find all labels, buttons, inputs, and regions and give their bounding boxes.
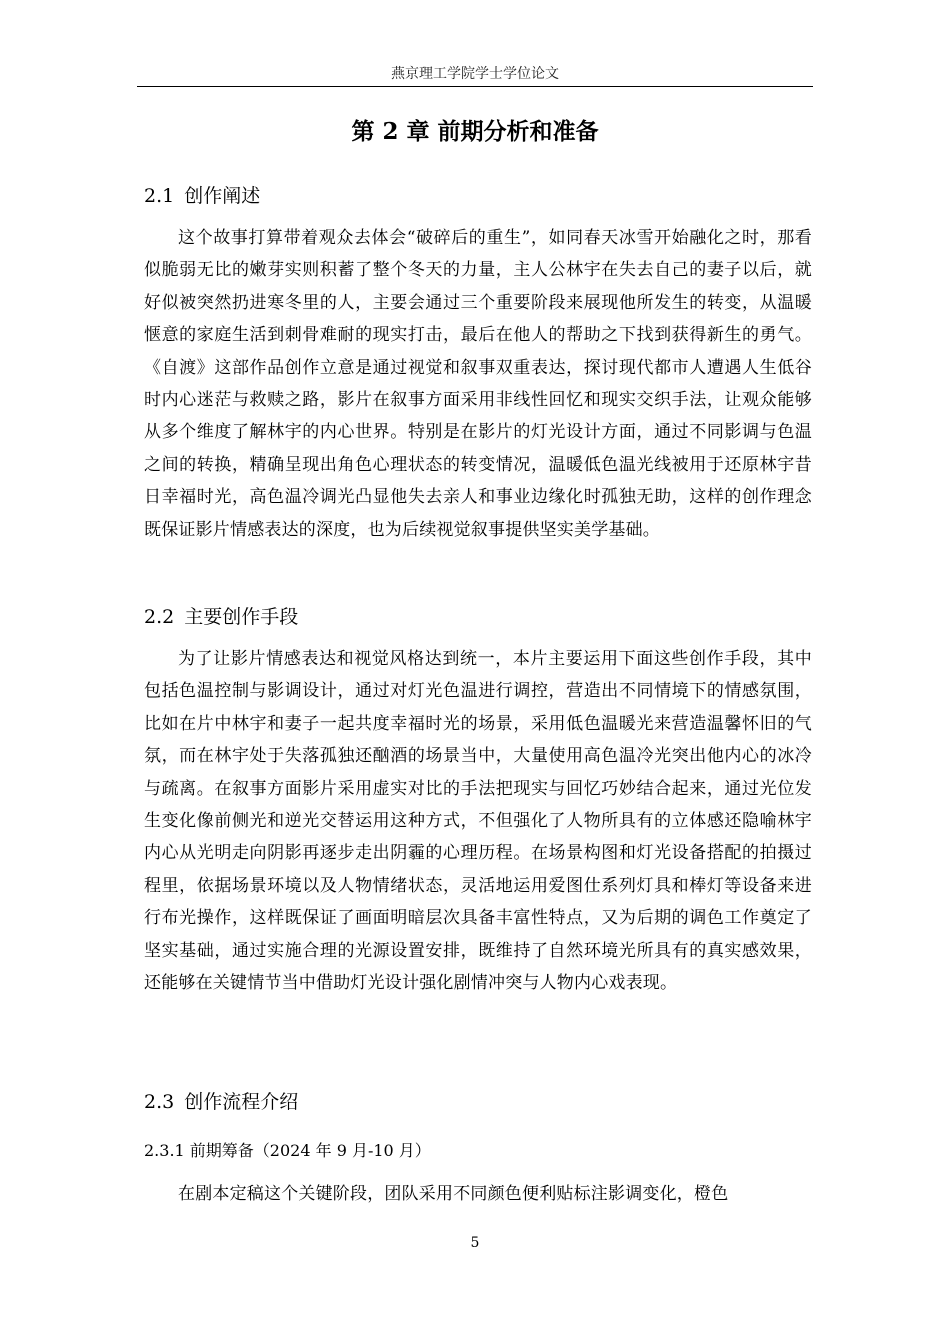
subsection-heading-2-3-1: 2.3.1 前期筹备（2024 年 9 月-10 月）: [144, 1141, 431, 1160]
section-paragraph-2-2: 为了让影片情感表达和视觉风格达到统一，本片主要运用下面这些创作手段，其中包括色温控制与影调设计，通过对灯光色温进行调控，营造出不同情境下的情感氛围，比如在片中林宇和妻子一起共度幸福时光的场景，采用低色温暖光来营造温馨怀旧的气氛，而在林宇处于失落孤独还酗酒的场景当中，大量使用高色温冷光突出他内心的冰冷与疏离。在叙事方面影片采用虚实对比的手法把现实与回忆巧妙结合起来，通过光位发生变化像前侧光和逆光交替运用这种方式，不但强化了人物所具有的立体感还隐喻林宇内心从光明走向阴影再逐步走出阴霾的心理历程。在场景构图和灯光设备搭配的拍摄过程里，依据场景环境以及人物情绪状态，灵活地运用爱图仕系列灯具和棒灯等设备来进行布光操作，这样既保证了画面明暗层次具备丰富性特点，又为后期的调色工作奠定了坚实基础，通过实施合理的光源设置安排，既维持了自然环境光所具有的真实感效果，还能够在关键情节当中借助灯光设计强化剧情冲突与人物内心戏表现。: [144, 649, 812, 994]
section-heading-2-1: [144, 182, 260, 210]
page-header: 燕京理工学院学士学位论文: [391, 66, 559, 82]
section-heading-2-3: [144, 1088, 298, 1116]
section-title: 创作流程介绍: [184, 1091, 299, 1113]
section-title: 创作阐述: [184, 185, 261, 207]
section-heading-2-2: [144, 603, 298, 631]
section-number: 2.1: [144, 185, 175, 207]
section-title: 主要创作手段: [184, 606, 299, 628]
page-number: 5: [470, 1235, 480, 1251]
chapter-title: 第 2 章 前期分析和准备: [351, 118, 599, 145]
section-paragraph-2-1: 这个故事打算带着观众去体会“破碎后的重生”，如同春天冰雪开始融化之时，那看似脆弱无比的嫩芽实则积蓄了整个冬天的力量，主人公林宇在失去自己的妻子以后，就好似被突然扔进寒冬里的人，主要会通过三个重要阶段来展现他所发生的转变，从温暖惬意的家庭生活到刺骨难耐的现实打击，最后在他人的帮助之下找到获得新生的勇气。《自渡》这部作品创作立意是通过视觉和叙事双重表达，探讨现代都市人遭遇人生低谷时内心迷茫与救赎之路，影片在叙事方面采用非线性回忆和现实交织手法，让观众能够从多个维度了解林宇的内心世界。特别是在影片的灯光设计方面，通过不同影调与色温之间的转换，精确呈现出角色心理状态的转变情况，温暖低色温光线被用于还原林宇昔日幸福时光，高色温冷调光凸显他失去亲人和事业边缘化时孤独无助，这样的创作理念既保证影片情感表达的深度，也为后续视觉叙事提供坚实美学基础。: [144, 228, 812, 540]
header-divider: [137, 86, 813, 87]
section-number: 2.3: [144, 1091, 175, 1113]
subsection-paragraph-2-3-1: 在剧本定稿这个关键阶段，团队采用不同颜色便利贴标注影调变化，橙色: [178, 1184, 729, 1204]
section-number: 2.2: [144, 606, 175, 628]
